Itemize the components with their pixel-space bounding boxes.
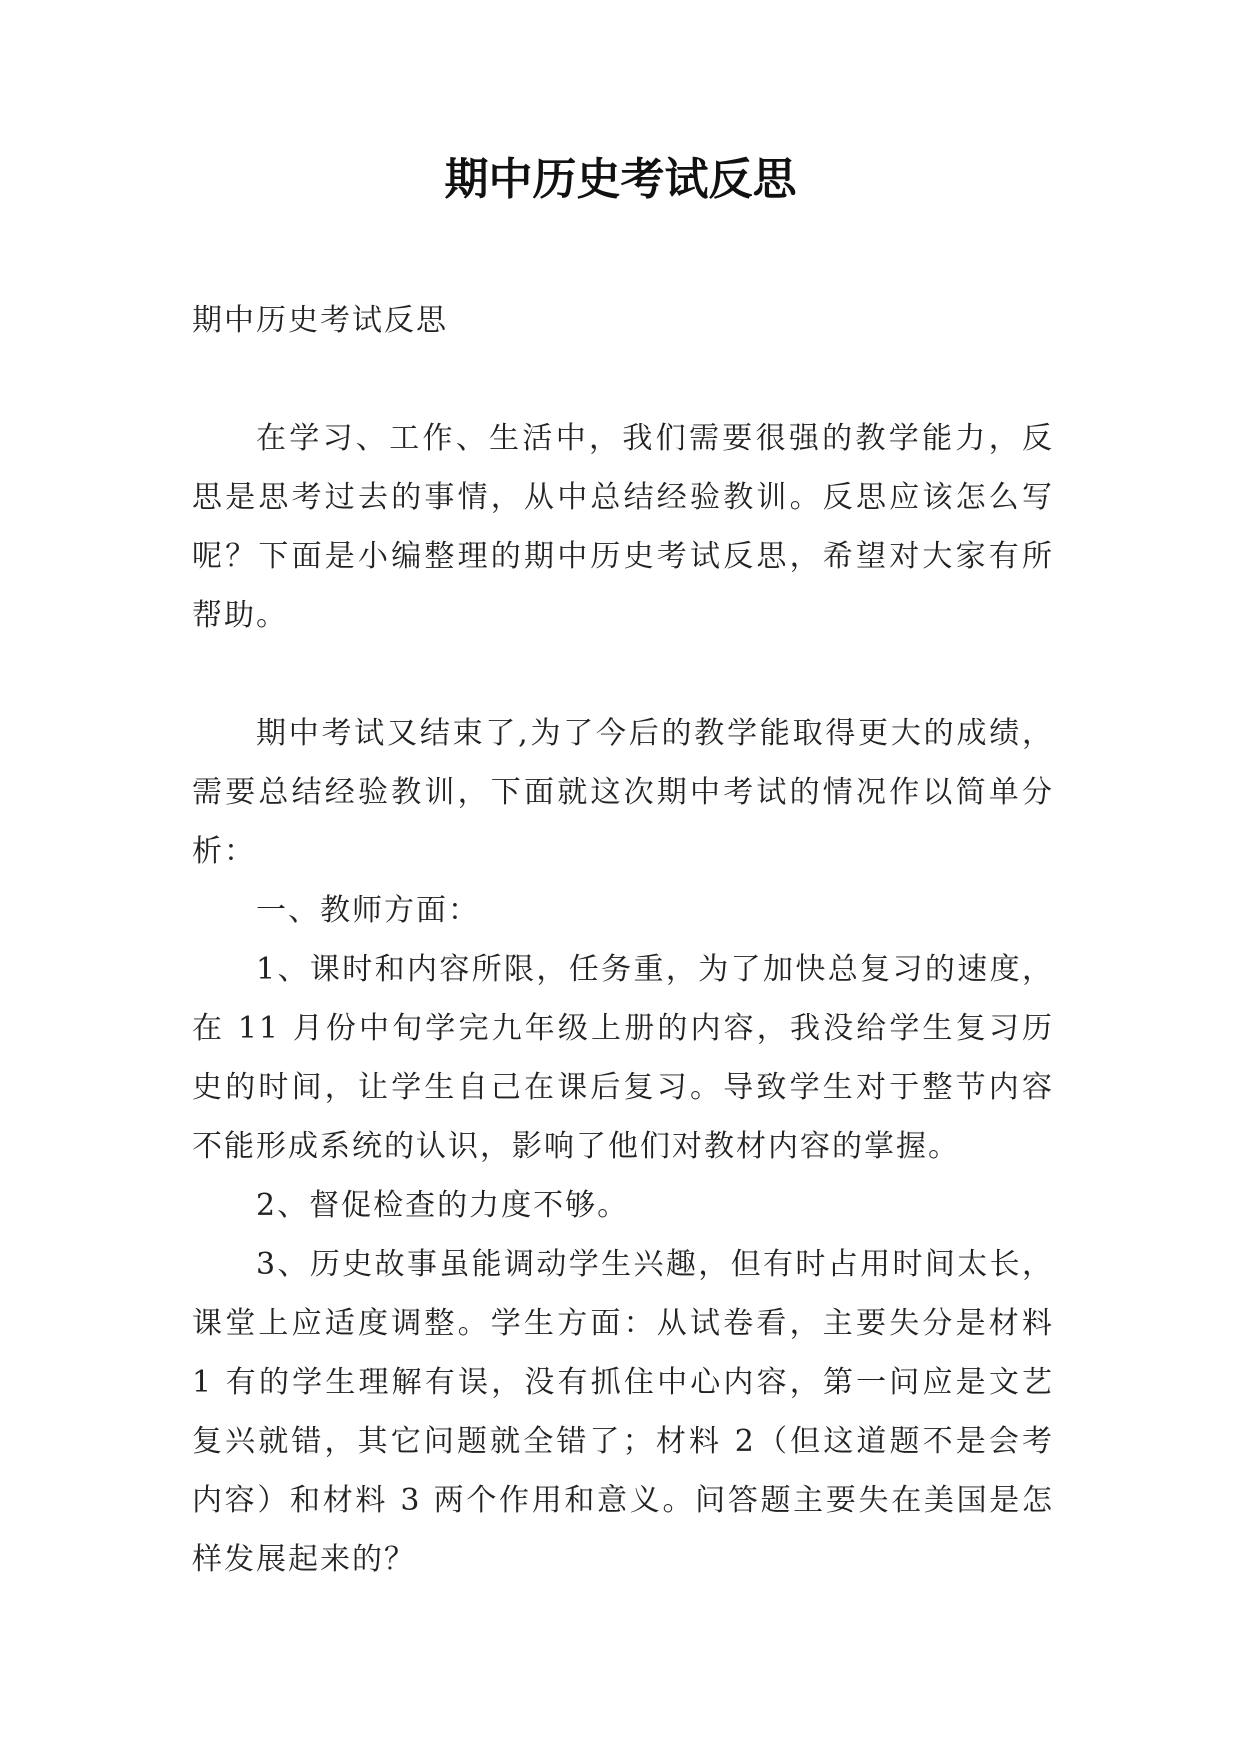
section-heading-teacher: 一、教师方面： (256, 893, 480, 928)
document-subtitle: 期中历史考试反思 (192, 303, 448, 338)
point-3-paragraph: 3、历史故事虽能调动学生兴趣，但有时占用时间太长，课堂上应适度调整。学生方面：从试卷看，主要失分是材料 1 有的学生理解有误，没有抓住中心内容，第一问应是文艺复兴就错，其它问题就全错了；材料 2（但这道题不是会考内容）和材料 3 两个作用和意义。问答题主要失在美国是怎样发展起来的？ (192, 1247, 1054, 1577)
summary-paragraph: 期中考试又结束了,为了今后的教学能取得更大的成绩，需要总结经验教训，下面就这次期中考试的情况作以简单分析： (192, 716, 1054, 869)
point-2-paragraph: 2、督促检查的力度不够。 (256, 1188, 630, 1223)
document-title: 期中历史考试反思 (444, 154, 797, 205)
point-1-paragraph: 1、课时和内容所限，任务重，为了加快总复习的速度，在 11 月份中旬学完九年级上册的内容，我没给学生复习历史的时间，让学生自己在课后复习。导致学生对于整节内容不能形成系统的认识，影响了他们对教材内容的掌握。 (192, 952, 1054, 1164)
intro-paragraph: 在学习、工作、生活中，我们需要很强的教学能力，反思是思考过去的事情，从中总结经验教训。反思应该怎么写呢？下面是小编整理的期中历史考试反思，希望对大家有所帮助。 (192, 421, 1054, 633)
document-body (192, 291, 1054, 1589)
